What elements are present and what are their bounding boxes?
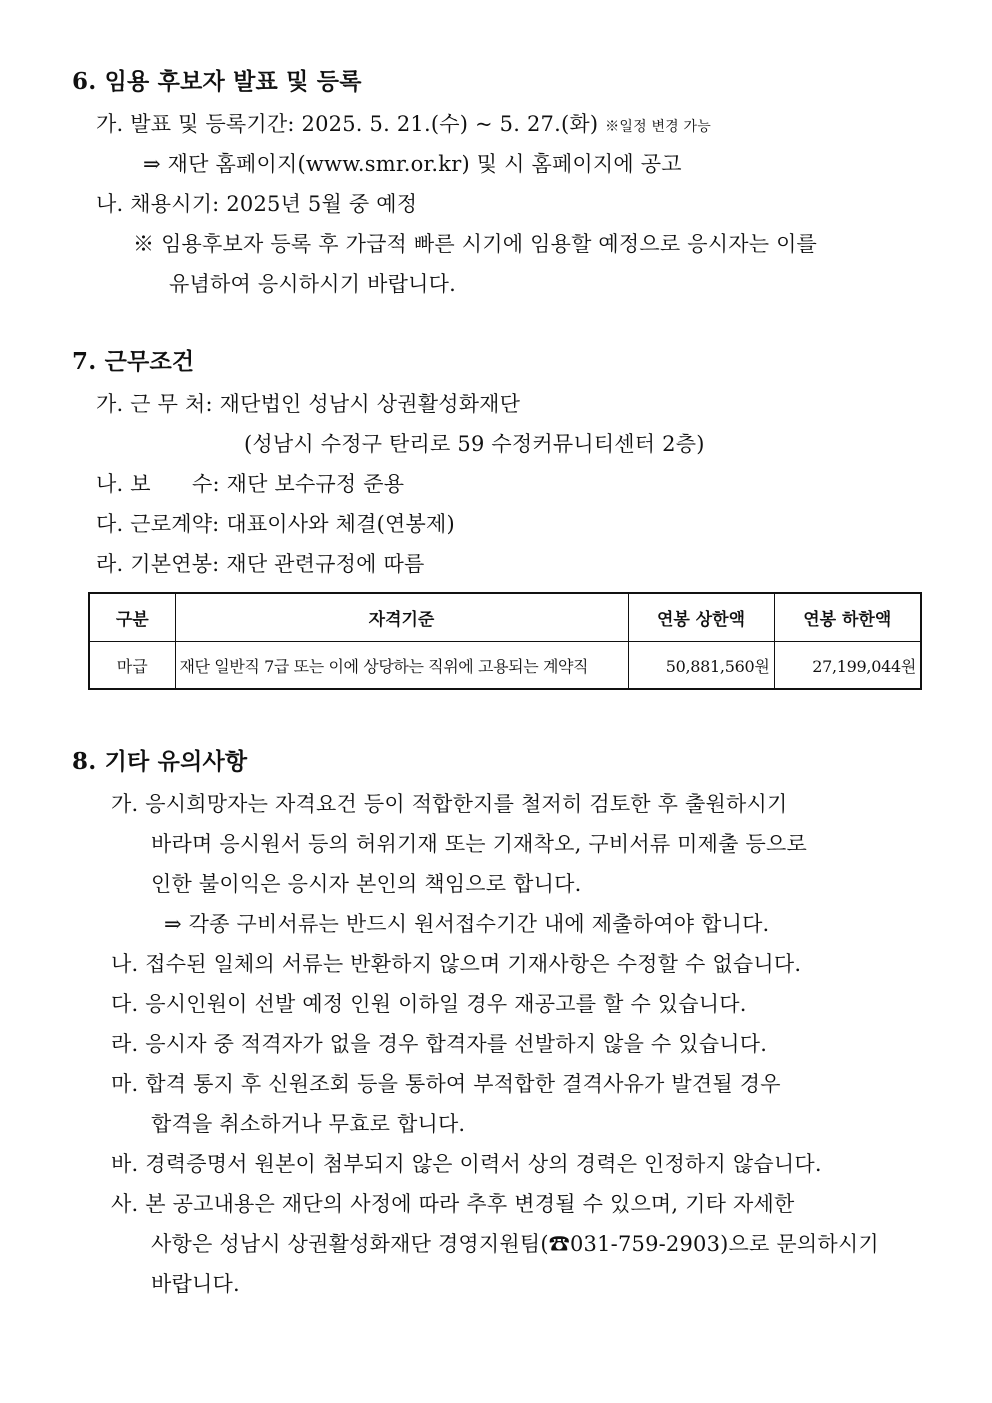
section-8-item-ra: 라. 응시자 중 적격자가 없을 경우 합격자를 선발하지 않을 수 있습니다.: [111, 1032, 768, 1056]
table-header-grade: 구분: [89, 593, 175, 642]
section-8-item-ma-line-2: 합격을 취소하거나 무효로 합니다.: [151, 1112, 466, 1136]
table-cell-qualification: 재단 일반직 7급 또는 이에 상당하는 직위에 고용되는 계약직: [175, 642, 628, 690]
section-7-item-na: 나. 보 수: 재단 보수규정 준용: [96, 472, 405, 496]
table-cell-salary-min: 27,199,044원: [774, 642, 921, 690]
section-6-item-ga: [96, 110, 711, 141]
table-cell-grade: 마급: [89, 642, 175, 690]
section-8-item-sa-line-3: 바랍니다.: [151, 1272, 240, 1296]
section-8-item-da: 다. 응시인원이 선발 예정 인원 이하일 경우 재공고를 할 수 있습니다.: [111, 992, 747, 1016]
section-6-note-line-2: 유념하여 응시하시기 바랍니다.: [169, 272, 456, 296]
section-8-item-na: 나. 접수된 일체의 서류는 반환하지 않으며 기재사항은 수정할 수 없습니다.: [111, 952, 802, 976]
section-8-item-sa-line-2: 사항은 성남시 상권활성화재단 경영지원팀(☎031-759-2903)으로 문의하시기: [151, 1232, 879, 1256]
table-cell-salary-max: 50,881,560원: [628, 642, 774, 690]
section-7-address: (성남시 수정구 탄리로 59 수정커뮤니티센터 2층): [244, 432, 705, 456]
section-6-item-ga-text: 가. 발표 및 등록기간: 2025. 5. 21.(수) ~ 5. 27.(화): [96, 112, 599, 136]
section-6-item-ga-sub: ⇒ 재단 홈페이지(www.smr.or.kr) 및 시 홈페이지에 공고: [143, 152, 682, 176]
table-header-qualification: 자격기준: [175, 593, 628, 642]
section-6-note-line-1: ※ 임용후보자 등록 후 가급적 빠른 시기에 임용할 예정으로 응시자는 이를: [133, 232, 818, 256]
section-8-item-ga-line-3: 인한 불이익은 응시자 본인의 책임으로 합니다.: [151, 872, 582, 896]
section-7-item-ga: 가. 근 무 처: 재단법인 성남시 상권활성화재단: [96, 392, 521, 416]
section-8-item-sa-line-1: 사. 본 공고내용은 재단의 사정에 따라 추후 변경될 수 있으며, 기타 자세한: [111, 1192, 795, 1216]
table-header-row: [89, 593, 921, 642]
section-8-item-ga-line-2: 바라며 응시원서 등의 허위기재 또는 기재착오, 구비서류 미제출 등으로: [151, 832, 807, 856]
section-8-title: 8. 기타 유의사항: [72, 748, 248, 775]
section-6-title: 6. 임용 후보자 발표 및 등록: [72, 68, 362, 95]
section-8-item-ga-line-1: 가. 응시희망자는 자격요건 등이 적합한지를 철저히 검토한 후 출원하시기: [111, 792, 788, 816]
section-8-item-ga-sub: ⇒ 각종 구비서류는 반드시 원서접수기간 내에 제출하여야 합니다.: [164, 912, 770, 936]
section-7-title: 7. 근무조건: [72, 348, 195, 375]
section-7-item-da: 다. 근로계약: 대표이사와 체결(연봉제): [96, 512, 455, 536]
table-row: [89, 642, 921, 690]
section-7-item-ra: 라. 기본연봉: 재단 관련규정에 따름: [96, 552, 425, 576]
section-6-item-na: 나. 채용시기: 2025년 5월 중 예정: [96, 192, 418, 216]
table-header-salary-min: 연봉 하한액: [774, 593, 921, 642]
table-header-salary-max: 연봉 상한액: [628, 593, 774, 642]
schedule-change-note: ※일정 변경 가능: [605, 119, 711, 135]
salary-table: [88, 592, 922, 690]
section-8-item-ba: 바. 경력증명서 원본이 첨부되지 않은 이력서 상의 경력은 인정하지 않습니다.: [111, 1152, 822, 1176]
section-8-item-ma-line-1: 마. 합격 통지 후 신원조회 등을 통하여 부적합한 결격사유가 발견될 경우: [111, 1072, 781, 1096]
